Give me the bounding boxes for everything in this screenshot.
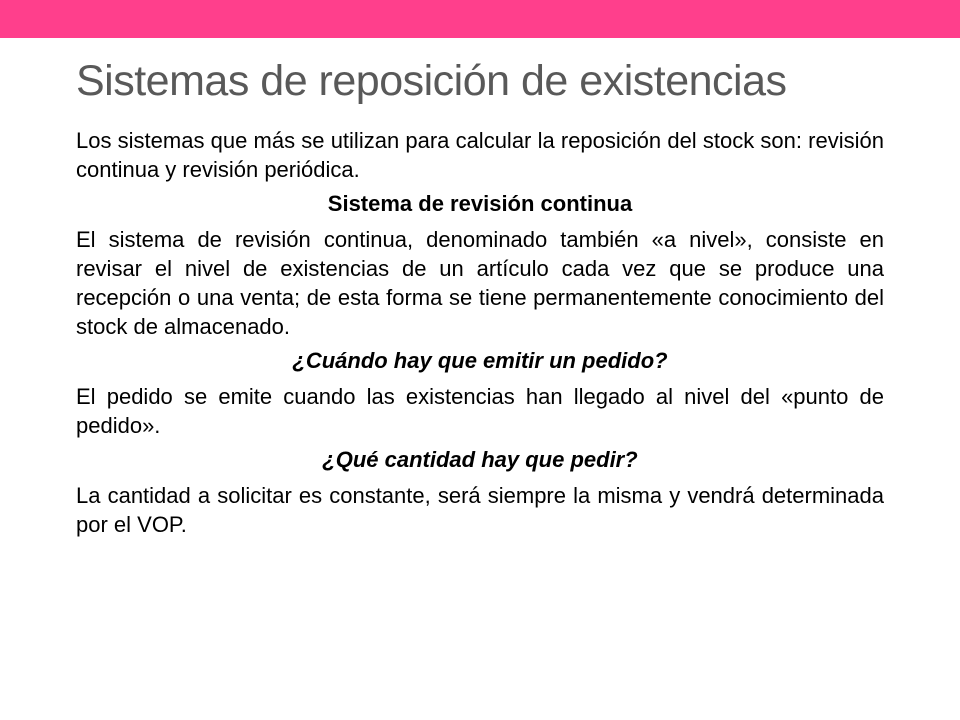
section-text-que-cantidad: La cantidad a solicitar es constante, será siempre la misma y vendrá determinada por el VOP. — [76, 483, 884, 537]
intro-paragraph: Los sistemas que más se utilizan para calcular la reposición del stock son: revisión continua y revisión periódica. — [76, 128, 884, 182]
top-accent-bar — [0, 0, 960, 38]
slide-content — [76, 126, 884, 539]
section-heading-cuando-emitir: ¿Cuándo hay que emitir un pedido? — [292, 348, 668, 373]
section-text-cuando-emitir: El pedido se emite cuando las existencias han llegado al nivel del «punto de pedido». — [76, 384, 884, 438]
slide-title: Sistemas de reposición de existencias — [76, 57, 787, 105]
section-text-revision-continua: El sistema de revisión continua, denominado también «a nivel», consiste en revisar el nivel de existencias de un artículo cada vez que se produce una recepción o una venta; de esta forma se tiene permanentemente conocimiento del stock de almacenado. — [76, 227, 884, 339]
section-heading-revision-continua: Sistema de revisión continua — [327, 191, 633, 216]
section-heading-que-cantidad: ¿Qué cantidad hay que pedir? — [322, 447, 638, 472]
